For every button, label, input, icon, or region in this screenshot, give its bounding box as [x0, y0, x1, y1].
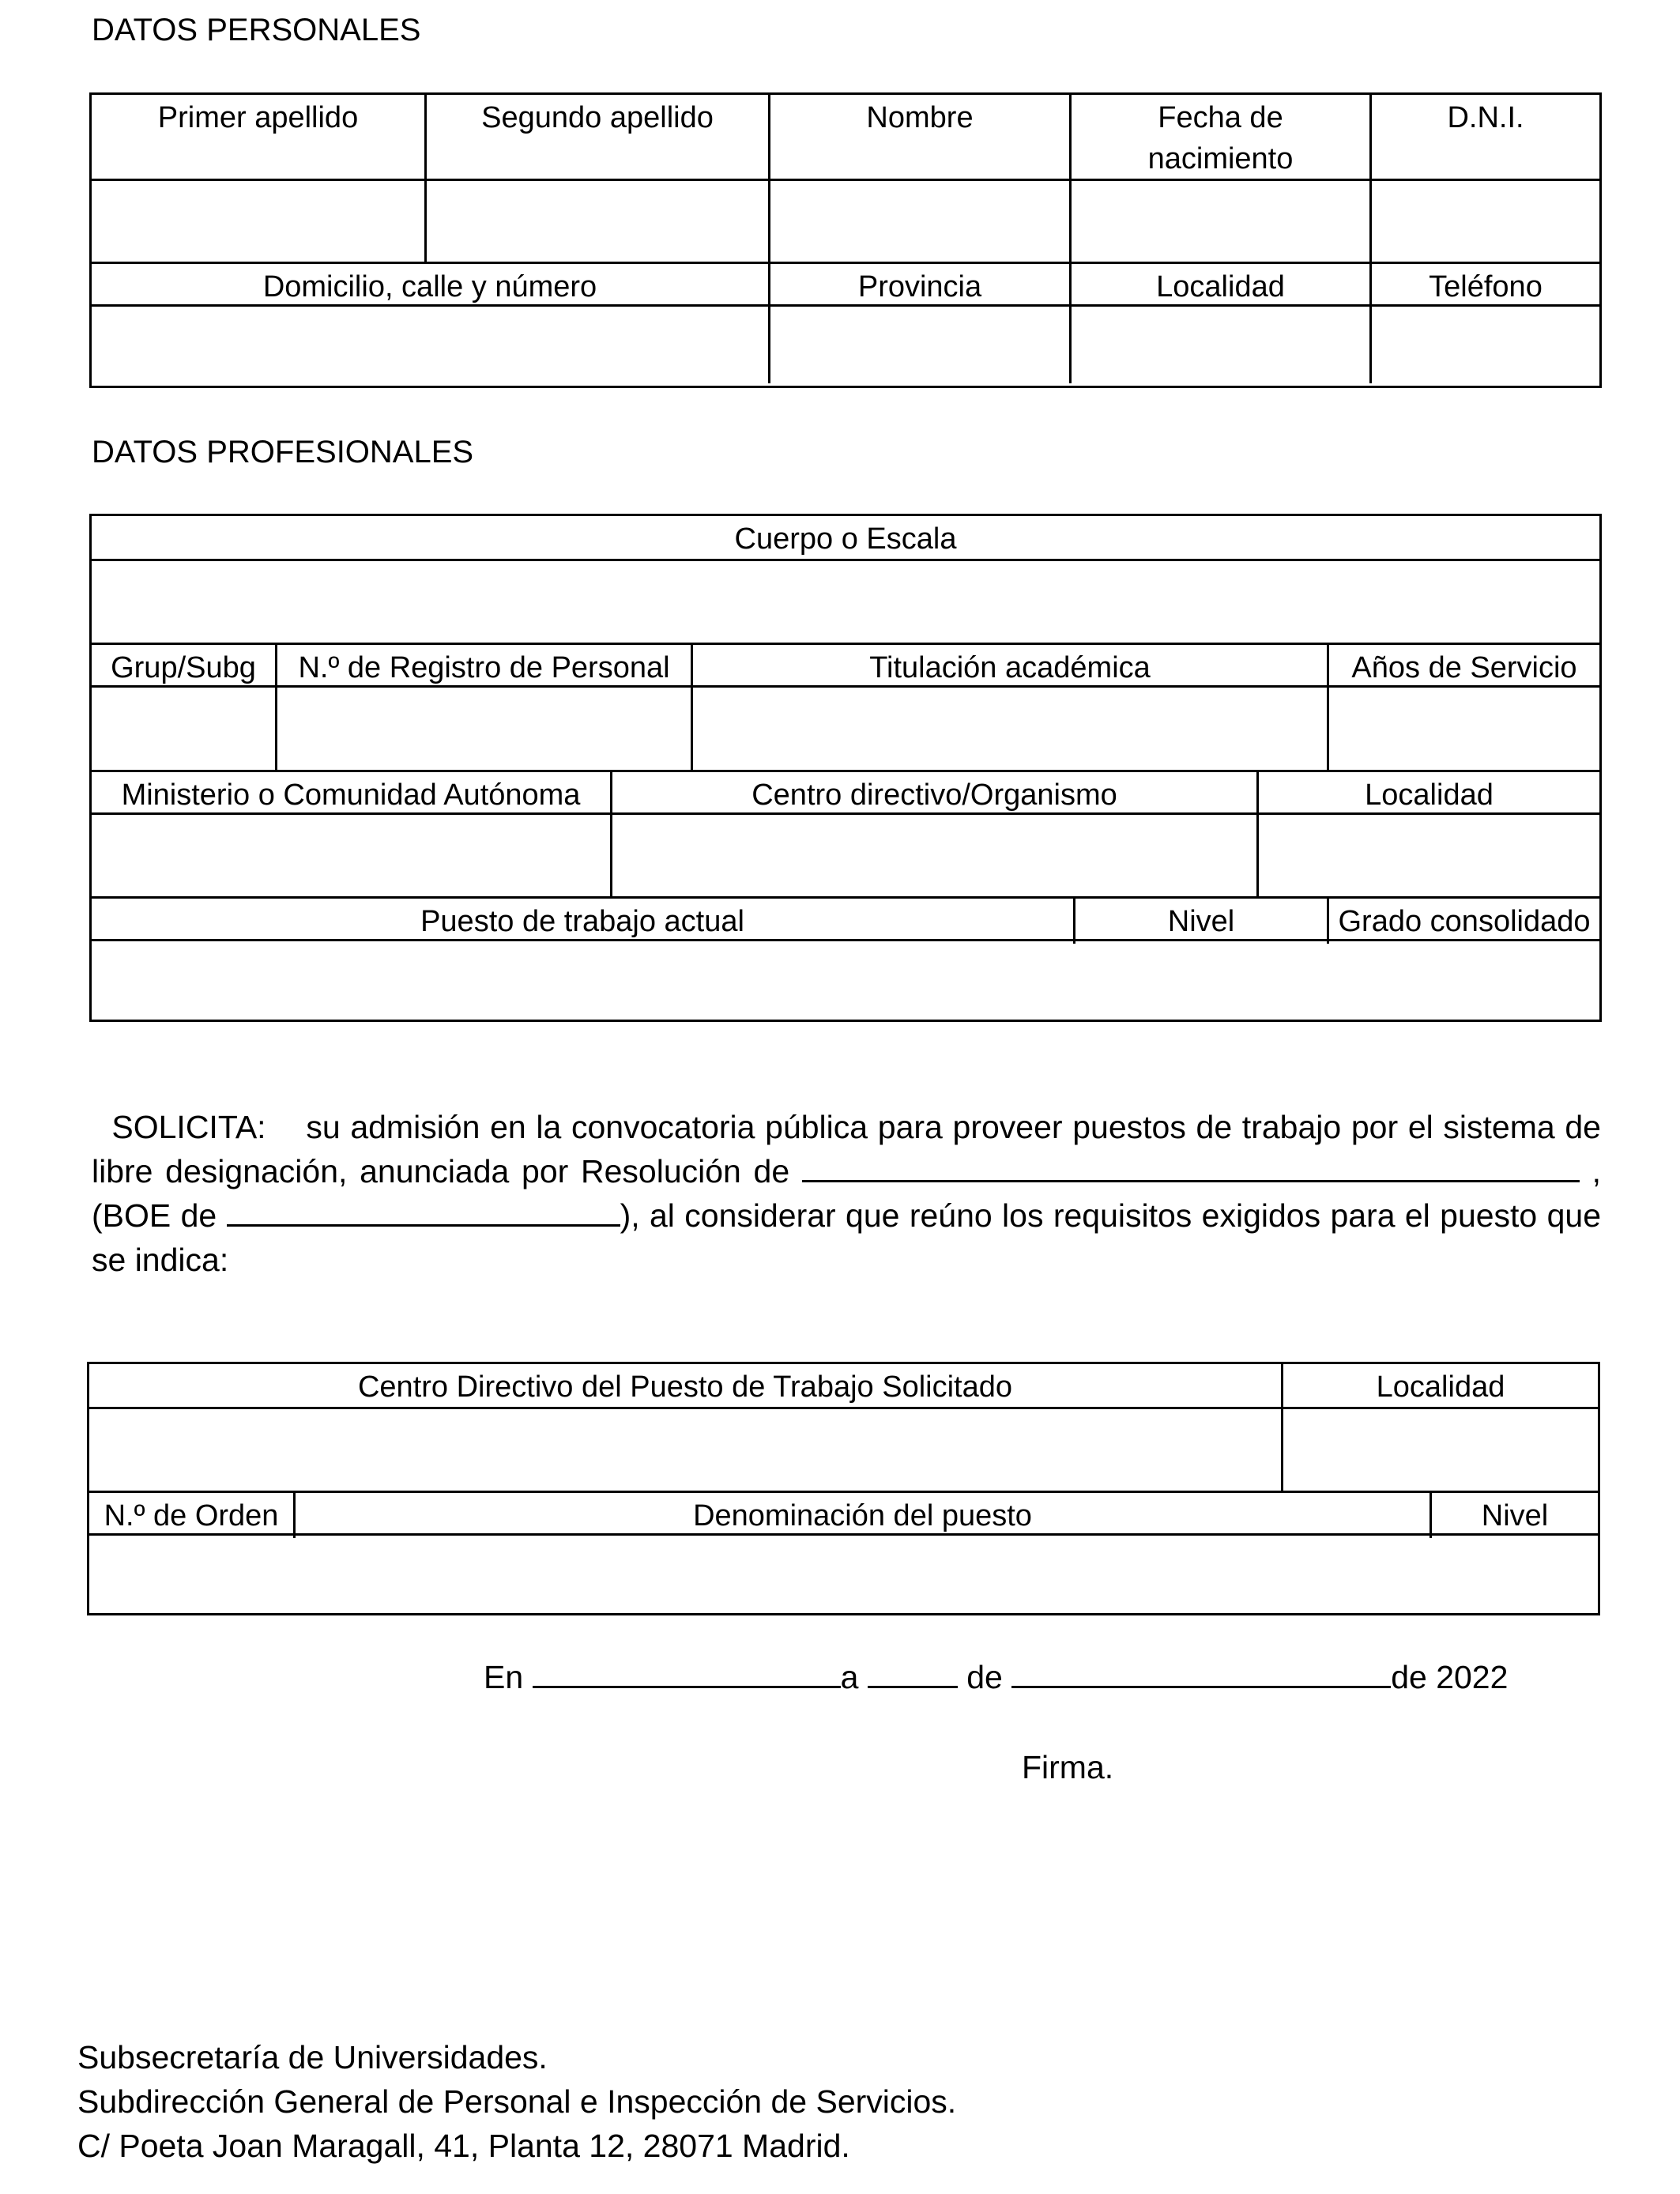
requested-input-row-1 — [89, 1407, 1598, 1491]
anos-servicio-header: Años de Servicio — [1327, 645, 1599, 685]
ministerio-field[interactable] — [92, 815, 610, 896]
cuerpo-input-row — [92, 559, 1599, 643]
registro-personal-field[interactable] — [275, 688, 691, 770]
primer-apellido-header: Primer apellido — [157, 101, 359, 134]
titulacion-field[interactable] — [691, 688, 1327, 770]
footer-line-2: Subdirección General de Personal e Inspección de Servicios. — [77, 2083, 957, 2120]
puesto-actual-field[interactable] — [92, 941, 1073, 944]
nivel-field[interactable] — [1073, 941, 1327, 944]
place-blank[interactable] — [533, 1656, 841, 1688]
personal-input-row-2 — [92, 304, 1599, 383]
grup-subg-field[interactable] — [92, 688, 275, 770]
segundo-apellido-field[interactable] — [424, 181, 768, 262]
anos-servicio-field[interactable] — [1327, 688, 1599, 770]
personal-header-row-1 — [92, 95, 1599, 179]
date-year-label: de 2022 — [1391, 1659, 1509, 1695]
professional-data-heading: DATOS PROFESIONALES — [92, 435, 474, 469]
localidad-prof-header: Localidad — [1256, 772, 1599, 812]
fecha-nacimiento-field[interactable] — [1069, 181, 1369, 262]
solicita-line-1 — [92, 1105, 1601, 1149]
localidad-header: Localidad — [1069, 264, 1369, 304]
puesto-actual-header: Puesto de trabajo actual — [420, 905, 744, 938]
solicita-boe-label: (BOE de — [92, 1197, 217, 1234]
requested-header-row-2 — [89, 1491, 1598, 1533]
cuerpo-escala-field[interactable] — [92, 561, 1599, 643]
titulacion-header: Titulación académica — [691, 645, 1327, 685]
footer-line-3: C/ Poeta Joan Maragall, 41, Planta 12, 28071 Madrid. — [77, 2128, 850, 2164]
nivel-header: Nivel — [1073, 899, 1327, 939]
nivel-solicitado-header: Nivel — [1430, 1493, 1598, 1533]
date-de-label: de — [966, 1659, 1003, 1695]
signature-date-line — [484, 1656, 1508, 1696]
localidad-solicitada-field[interactable] — [1281, 1409, 1598, 1491]
localidad-solicitada-header: Localidad — [1281, 1364, 1598, 1407]
cuerpo-escala-header: Cuerpo o Escala — [734, 522, 957, 556]
fecha-nacimiento-header: Fecha de nacimiento — [1069, 95, 1369, 179]
domicilio-field[interactable] — [92, 307, 768, 383]
cuerpo-header-row — [92, 516, 1599, 559]
ministerio-header: Ministerio o Comunidad Autónoma — [121, 778, 581, 812]
centro-solicitado-field[interactable] — [89, 1409, 1281, 1491]
solicita-line-4 — [92, 1238, 1601, 1282]
nombre-header: Nombre — [768, 95, 1069, 179]
date-a-label: a — [840, 1659, 859, 1695]
requested-header-row-1 — [89, 1364, 1598, 1407]
footer-line-1: Subsecretaría de Universidades. — [77, 2039, 548, 2075]
numero-orden-header: N.º de Orden — [104, 1499, 279, 1532]
centro-directivo-header: Centro directivo/Organismo — [610, 772, 1256, 812]
month-blank[interactable] — [1011, 1656, 1391, 1688]
firma-label: Firma. — [1022, 1749, 1114, 1785]
provincia-header: Provincia — [768, 264, 1069, 304]
resolucion-date-blank[interactable] — [802, 1150, 1580, 1182]
nivel-solicitado-field[interactable] — [1430, 1536, 1598, 1538]
professional-data-table — [89, 514, 1602, 1022]
professional-input-row-2 — [92, 685, 1599, 770]
telefono-field[interactable] — [1369, 307, 1599, 383]
grado-consolidado-field[interactable] — [1327, 941, 1599, 944]
grup-subg-header: Grup/Subg — [111, 651, 256, 684]
day-blank[interactable] — [868, 1656, 958, 1688]
solicita-line-2 — [92, 1149, 1601, 1193]
solicita-label: SOLICITA: — [111, 1109, 266, 1145]
dni-header: D.N.I. — [1369, 95, 1599, 179]
solicita-text-2: libre designación, anunciada por Resolución de — [92, 1153, 790, 1189]
solicita-text-3: ), al considerar que reúno los requisitos exigidos para el puesto que — [620, 1197, 1602, 1234]
denominacion-field[interactable] — [293, 1536, 1430, 1538]
footer-address — [77, 2035, 956, 2168]
solicita-line-3 — [92, 1193, 1601, 1238]
denominacion-header: Denominación del puesto — [293, 1493, 1430, 1533]
professional-input-row-3 — [92, 812, 1599, 896]
numero-orden-field[interactable] — [89, 1536, 293, 1538]
professional-header-row-3 — [92, 770, 1599, 812]
personal-header-row-2 — [92, 262, 1599, 304]
primer-apellido-field[interactable] — [92, 181, 424, 262]
professional-header-row-2 — [92, 643, 1599, 685]
solicita-text-4: se indica: — [92, 1242, 229, 1278]
localidad-field[interactable] — [1069, 307, 1369, 383]
personal-data-heading: DATOS PERSONALES — [92, 13, 421, 47]
solicita-comma: , — [1591, 1153, 1601, 1189]
solicita-paragraph — [92, 1105, 1601, 1282]
provincia-field[interactable] — [768, 307, 1069, 383]
domicilio-header: Domicilio, calle y número — [262, 270, 597, 303]
dni-field[interactable] — [1369, 181, 1599, 262]
segundo-apellido-header: Segundo apellido — [424, 95, 768, 179]
nombre-field[interactable] — [768, 181, 1069, 262]
requested-position-table — [87, 1362, 1600, 1615]
registro-personal-header: N.º de Registro de Personal — [275, 645, 691, 685]
grado-consolidado-header: Grado consolidado — [1327, 899, 1599, 939]
date-en-label: En — [484, 1659, 524, 1695]
centro-directivo-field[interactable] — [610, 815, 1256, 896]
boe-date-blank[interactable] — [227, 1194, 620, 1227]
professional-header-row-4 — [92, 896, 1599, 939]
personal-data-table — [89, 92, 1602, 388]
centro-solicitado-header: Centro Directivo del Puesto de Trabajo Solicitado — [357, 1370, 1012, 1404]
solicita-text-1: su admisión en la convocatoria pública para proveer puestos de trabajo por el sistema de — [306, 1109, 1601, 1145]
localidad-prof-field[interactable] — [1256, 815, 1599, 896]
personal-input-row-1 — [92, 179, 1599, 262]
telefono-header: Teléfono — [1369, 264, 1599, 304]
